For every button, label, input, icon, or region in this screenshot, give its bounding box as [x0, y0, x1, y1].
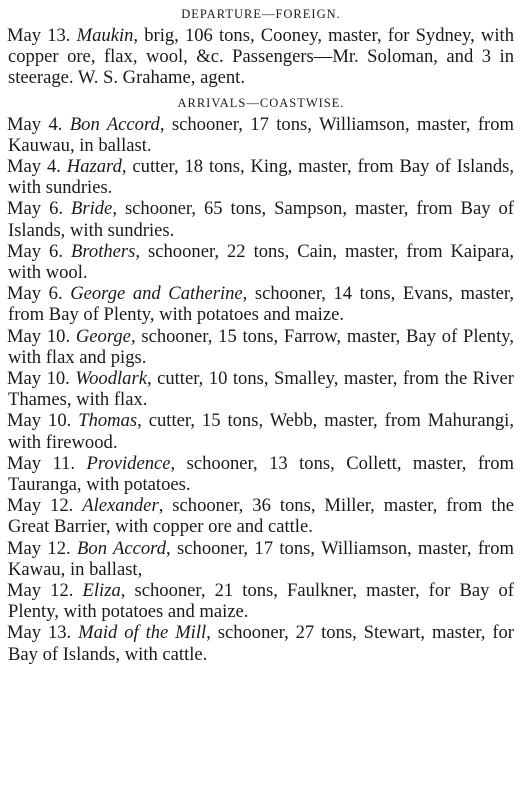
- ship-name: Providence: [86, 452, 171, 474]
- entry-details: , cutter, 10 tons, Smalley, master, from the River Thames, with flax.: [8, 368, 514, 411]
- arrival-entry: [8, 326, 514, 368]
- entry-details: , schooner, 65 tons, Sampson, master, from Bay of Islands, with sundries.: [8, 198, 514, 241]
- ship-name: Brothers: [71, 240, 136, 262]
- entry-date: May 12.: [7, 580, 74, 602]
- ship-name: Hazard: [66, 156, 122, 178]
- arrival-entry: [8, 114, 514, 156]
- entry-details: , cutter, 15 tons, Webb, master, from Mahurangi, with firewood.: [8, 410, 514, 453]
- arrivals-list: [8, 114, 514, 665]
- entry-date: May 10.: [7, 325, 71, 347]
- entry-details: , schooner, 14 tons, Evans, master, from Bay of Plenty, with potatoes and maize.: [8, 283, 514, 326]
- entry-details: , schooner, 36 tons, Miller, master, from the Great Barrier, with copper ore and cattle.: [8, 495, 515, 538]
- arrival-entry: [8, 156, 514, 198]
- arrival-entry: [8, 622, 514, 664]
- ship-name: Eliza: [82, 580, 121, 602]
- entry-details: , schooner, 21 tons, Faulkner, master, for Bay of Plenty, with potatoes and maize.: [8, 580, 514, 623]
- ship-name: Woodlark: [75, 368, 147, 390]
- departures-heading: DEPARTURE—FOREIGN.: [181, 7, 341, 21]
- ship-name: Alexander: [82, 495, 159, 517]
- ship-name: Maukin: [76, 25, 134, 46]
- entry-details: , schooner, 27 tons, Stewart, master, for Bay of Islands, with cattle.: [8, 622, 514, 665]
- entry-details: , brig, 106 tons, Cooney, master, for Sydney, with copper ore, flax, wool, &c. Passengers—Mr. Soloman, and 3 in steerage. W. S. Grahame, agent.: [8, 25, 514, 89]
- entry-date: May 10.: [7, 368, 70, 390]
- entry-details: , schooner, 17 tons, Williamson, master, from Kauwau, in ballast.: [8, 113, 514, 156]
- ship-name: Bon Accord: [77, 537, 167, 559]
- entry-date: May 13.: [7, 622, 72, 644]
- departures-list: [8, 25, 514, 89]
- arrival-entry: [8, 495, 514, 537]
- ship-name: Maid of the Mill: [78, 622, 207, 644]
- entry-details: , schooner, 17 tons, Williamson, master, from Kawau, in ballast,: [8, 537, 514, 580]
- entry-details: , schooner, 15 tons, Farrow, master, Bay of Plenty, with flax and pigs.: [8, 325, 514, 368]
- arrival-entry: [8, 368, 514, 410]
- ship-name: George and Catherine: [70, 283, 243, 305]
- ship-name: Thomas: [78, 410, 138, 432]
- arrival-entry: [8, 410, 514, 452]
- entry-date: May 13.: [7, 25, 71, 46]
- entry-details: , schooner, 13 tons, Collett, master, from Tauranga, with potatoes.: [8, 452, 514, 496]
- arrival-entry: [8, 283, 514, 325]
- arrivals-heading: ARRIVALS—COASTWISE.: [177, 95, 345, 110]
- entry-date: May 6.: [7, 240, 64, 262]
- entry-date: May 4.: [7, 113, 63, 135]
- arrival-entry: [8, 580, 514, 622]
- entry-date: May 10.: [7, 410, 72, 432]
- entry-date: May 6.: [7, 198, 64, 220]
- entry-details: , cutter, 18 tons, King, master, from Bay of Islands, with sundries.: [8, 156, 514, 199]
- departure-entry: [8, 25, 514, 89]
- entry-date: May 6.: [7, 283, 63, 305]
- entry-date: May 12.: [7, 495, 74, 517]
- entry-date: May 4.: [7, 156, 61, 178]
- ship-name: Bon Accord: [69, 113, 160, 135]
- entry-details: , schooner, 22 tons, Cain, master, from Kaipara, with wool.: [8, 240, 514, 284]
- ship-name: George: [75, 325, 131, 347]
- arrival-entry: [8, 241, 514, 283]
- ship-name: Bride: [71, 198, 113, 220]
- arrival-entry: [8, 198, 514, 240]
- arrival-entry: [8, 538, 514, 580]
- entry-date: May 11.: [7, 452, 76, 474]
- arrival-entry: [8, 453, 514, 495]
- entry-date: May 12.: [7, 537, 71, 559]
